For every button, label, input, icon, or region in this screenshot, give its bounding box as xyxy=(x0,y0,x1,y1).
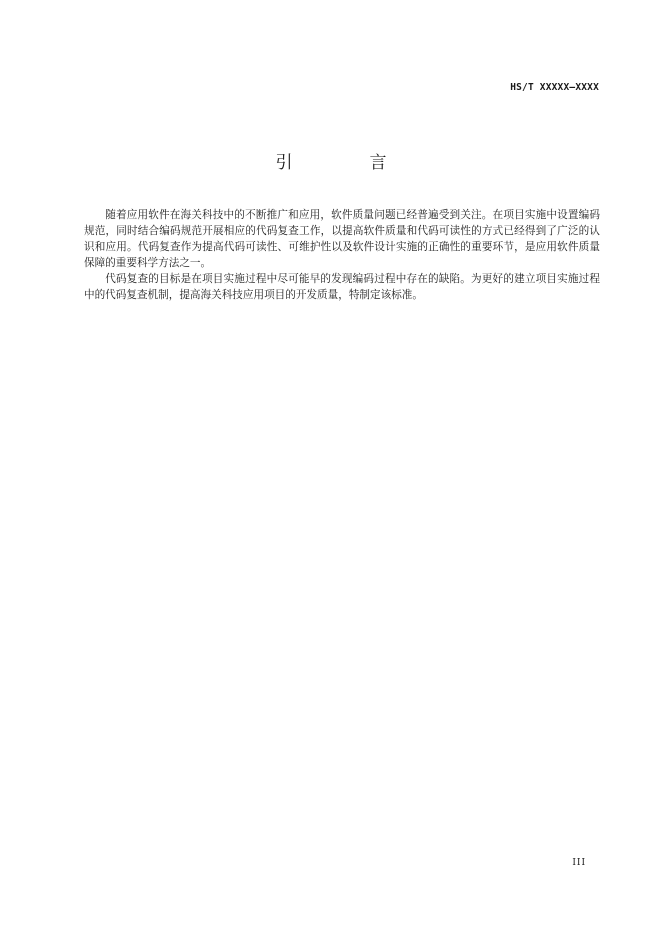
introduction-body xyxy=(84,207,600,303)
standard-code: HS/T XXXXX—XXXX xyxy=(510,82,599,93)
paragraph-2: 代码复查的目标是在项目实施过程中尽可能早的发现编码过程中存在的缺陷。为更好的建立项目实施过程中的代码复查机制，提高海关科技应用项目的开发质量，特制定该标准。 xyxy=(84,273,600,301)
page-title: 引 言 xyxy=(275,153,417,173)
page-number: III xyxy=(572,858,586,868)
paragraph-1: 随着应用软件在海关科技中的不断推广和应用，软件质量问题已经普遍受到关注。在项目实施中设置编码规范，同时结合编码规范开展相应的代码复查工作，以提高软件质量和代码可读性的方式已经得到了广泛的认识和应用。代码复查作为提高代码可读性、可维护性以及软件设计实施的正确性的重要环节，是应用软件质量保障的重要科学方法之一。 xyxy=(84,209,600,269)
